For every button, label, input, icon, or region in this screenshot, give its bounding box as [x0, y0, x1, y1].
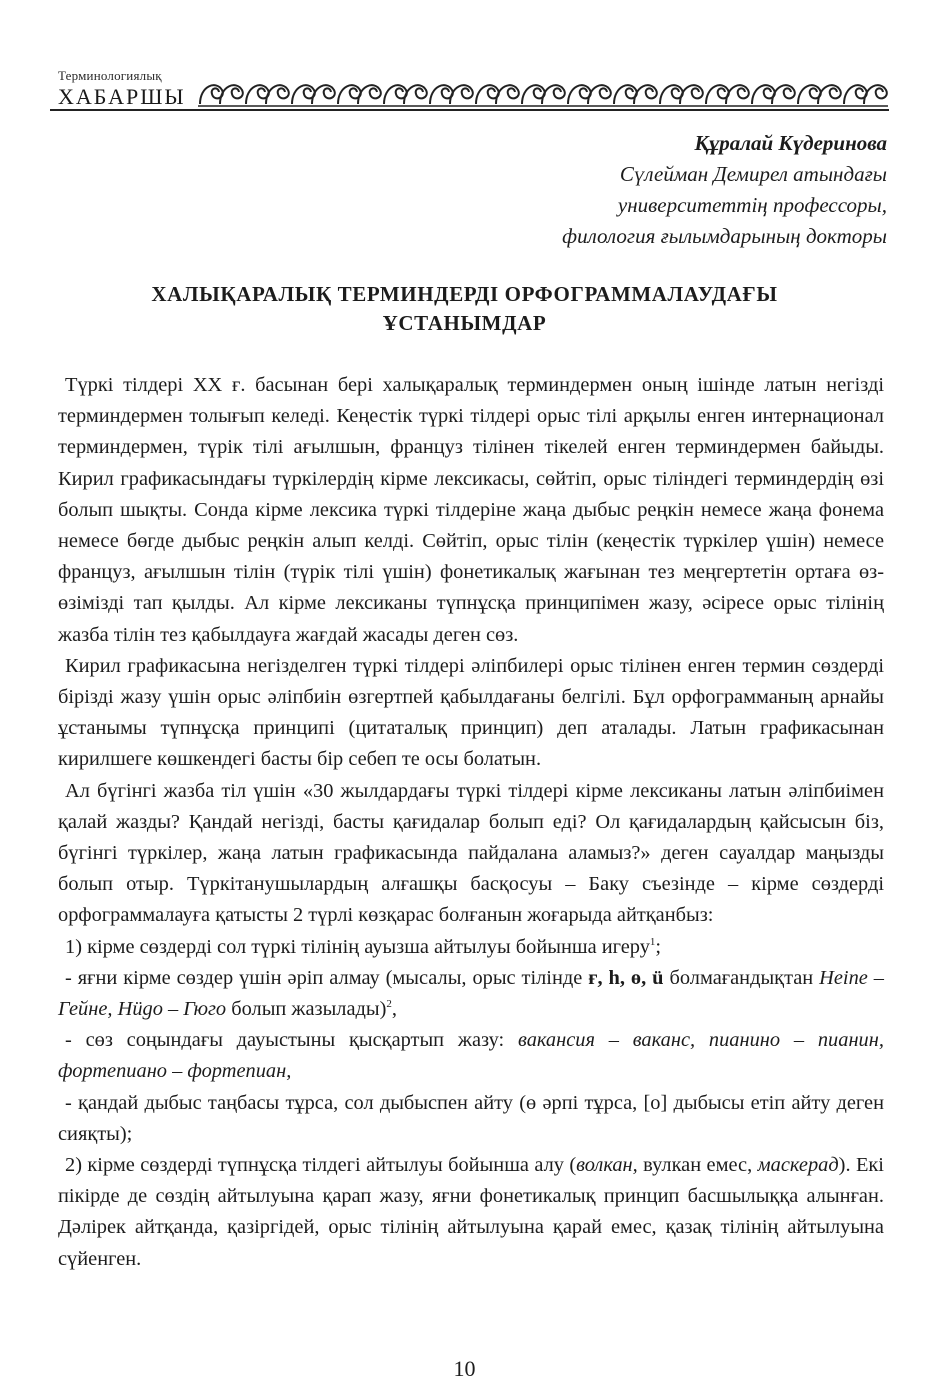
- p5-example: Heine – Гейне, Hügo – Гюго: [58, 966, 884, 1021]
- title-line-2: ҰСТАНЫМДАР: [382, 311, 547, 335]
- p4-end: ;: [655, 935, 662, 958]
- ornament-border-icon: [198, 76, 888, 110]
- author-block: [562, 128, 887, 252]
- p5-b: болмағандықтан: [669, 966, 814, 989]
- p5-c: болып жазылады): [231, 998, 387, 1021]
- paragraph-1: Түркі тілдері ХХ ғ. басынан бері халықаралық терминдермен оның ішінде латын негізді терминдермен толығып келеді. Кеңестік түркі тілдері орыс тілі арқылы енген интернационал терминдермен, түрік тілі ағылшын, француз тілінен тікелей енген терминдермен байыды. Кирил графикасындағы түркілердің кірме лексикасы, сөйтіп, орыс тіліндегі терминдердің өзі болып шықты. Сонда кірме лексика түркі тілдеріне жаңа дыбыс реңкін немесе жаңа фонема немесе бөгде дыбыс реңкін алып келді. Сөйтіп, орыс тілін (кеңестік түркілер үшін) немесе француз, ағылшын тілін (түрік тілі үшін) фонетикалық жағынан тез меңгертетін ортаға өз-өзімізді тап қылды. Ал кірме лексиканы түпнұсқа принципімен жазу, әсіресе орыс тілінің жазба тілін тез қабылдауға жағдай жасады деген сөз.: [58, 374, 884, 646]
- page-number: 10: [453, 1356, 476, 1381]
- title-line-1: ХАЛЫҚАРАЛЫҚ ТЕРМИНДЕРДІ ОРФОГРАММАЛАУДАҒЫ: [151, 282, 778, 306]
- article-title: [60, 280, 869, 338]
- p4-text: 1) кірме сөздерді сол түркі тілінің ауызша айтылуы бойынша игеру: [65, 935, 650, 958]
- author-name: Құралай Күдеринова: [694, 131, 887, 155]
- paragraph-4: [58, 932, 884, 963]
- p8-example-1: волкан,: [576, 1154, 638, 1177]
- journal-header: [40, 62, 889, 114]
- paragraph-6: [58, 1025, 884, 1087]
- paragraph-3: Ал бүгінгі жазба тіл үшін «30 жылдардағы түркі тілдері кірме лексиканы латын әліпбиімен қалай жазды? Қандай негізді, басты қағидалар болып еді? Ол қағидалардың қайсысын біз, бүгінгі түркілер, жаңа латын графикасында пайдалана аламыз?» деген сауалдар маңызды болып отыр. Түркітанушылардың алғашқы басқосуы – Баку съезінде – кірме сөздерді орфограммалауға қатысты 2 түрлі көзқарас болғанын жоғарыда айтқанбыз:: [58, 779, 884, 927]
- p8-c: ). Екі пікірде де сөздің айтылуына қарап жазу, яғни фонетикалық принцип басшылыққа алынған. Дәлірек айтқанда, қазіргідей, орыс тілінің айтылуына қарай емес, қазақ тілінің айтылуына сүйенген.: [58, 1154, 884, 1270]
- journal-series-title: ХАБАРШЫ: [58, 84, 186, 109]
- p5-letters: ғ, һ, ө, ü: [588, 966, 664, 989]
- header-rule: [50, 109, 889, 111]
- paragraph-8: [58, 1150, 884, 1275]
- paragraph-5: [58, 963, 884, 1025]
- article-body: [58, 370, 884, 1275]
- paragraph-7: - қандай дыбыс таңбасы тұрса, сол дыбыспен айту (ө әрпі тұрса, [о] дыбысы етіп айту деген сияқты);: [58, 1091, 884, 1145]
- author-degree: филология ғылымдарының докторы: [562, 224, 887, 248]
- p8-b: вулкан емес,: [643, 1154, 753, 1177]
- p8-a: 2) кірме сөздерді түпнұсқа тілдегі айтылуы бойынша алу (: [65, 1154, 577, 1177]
- author-affiliation-2: университеттің профессоры,: [617, 193, 887, 217]
- paragraph-2: Кирил графикасына негізделген түркі тілдері әліпбилері орыс тілінен енген термин сөздерді бірізді жазу үшін орыс әліпбиін өзгертпей қабылдағаны белгілі. Бұл орфограмманың арнайы ұстанымы түпнұсқа принципі (цитаталық принцип) деп аталады. Латын графикасынан кирилшеге көшкендегі басты бір себеп те осы болатын.: [58, 654, 884, 771]
- footnote-ref-1: 1: [649, 935, 656, 948]
- p6-example: вакансия – ваканс, пианино – пианин, фортепиано – фортепиан,: [58, 1029, 884, 1083]
- journal-series-small: Терминологиялық: [58, 68, 162, 83]
- p6-a: - сөз соңындағы дауыстыны қысқартып жазу:: [65, 1029, 505, 1052]
- footnote-ref-2: 2: [386, 998, 392, 1011]
- p5-d: ,: [391, 998, 397, 1021]
- p5-a: - яғни кірме сөздер үшін әріп алмау (мысалы, орыс тілінде: [65, 966, 583, 989]
- p8-example-2: маскерад: [757, 1154, 839, 1177]
- author-affiliation-1: Сүлейман Демирел атындағы: [619, 162, 887, 186]
